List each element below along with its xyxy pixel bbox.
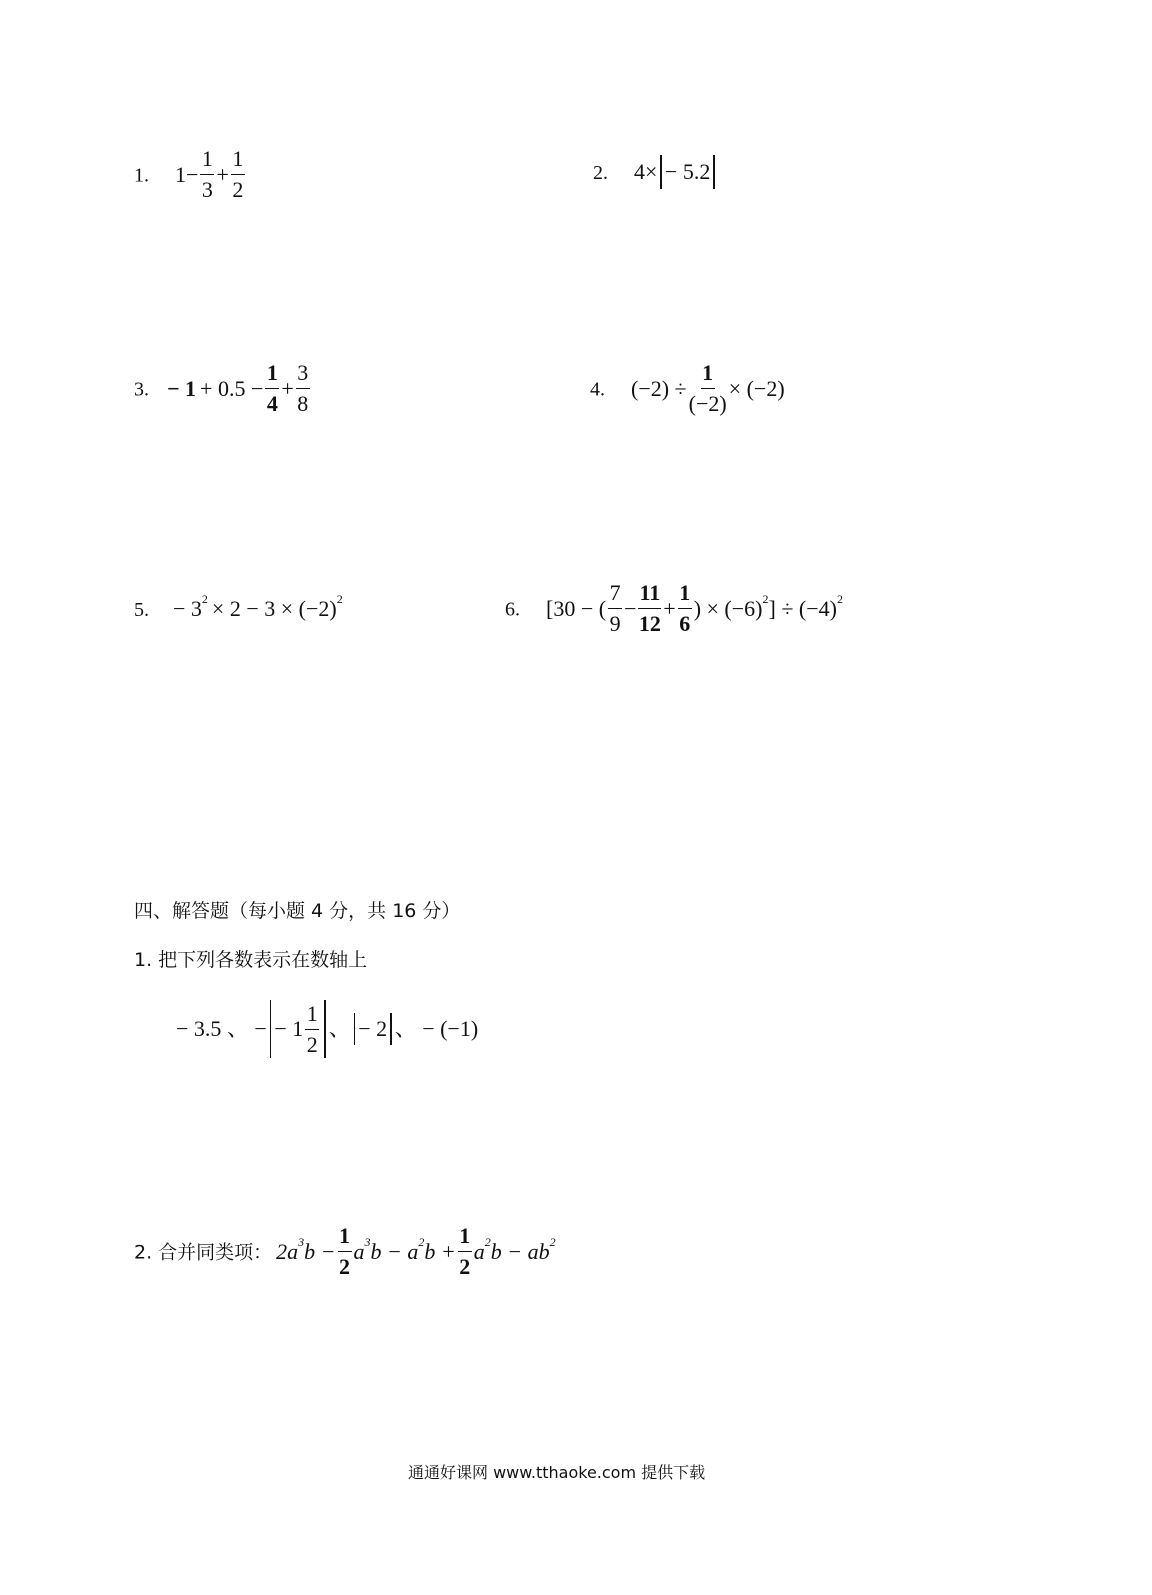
exponent: 2 bbox=[836, 591, 843, 606]
term: − 5.2 bbox=[664, 159, 711, 184]
problem-number: 1. bbox=[134, 164, 149, 187]
problem-6 bbox=[505, 582, 843, 635]
term: b − ab bbox=[490, 1238, 550, 1264]
question-1-expression bbox=[176, 1000, 478, 1058]
operator: − bbox=[624, 595, 637, 621]
expression bbox=[634, 148, 718, 196]
exponent: 2 bbox=[418, 1234, 425, 1249]
abs-bar bbox=[324, 1000, 326, 1058]
operator: + bbox=[216, 161, 229, 187]
expression bbox=[173, 592, 343, 621]
problem-number: 6. bbox=[505, 598, 520, 621]
fraction: $\frac{1}{(-2)}$ bbox=[688, 360, 727, 416]
term: 、 − (−1) bbox=[394, 1016, 479, 1041]
fraction: $\frac{1}{6}$ bbox=[679, 580, 691, 636]
fraction: $\frac{1}{2}$ bbox=[459, 1223, 471, 1279]
expression bbox=[175, 148, 247, 201]
problem-number: 4. bbox=[590, 378, 605, 401]
question-2-label: 2. 合并同类项： bbox=[134, 1241, 273, 1264]
problem-4 bbox=[590, 362, 785, 415]
exponent: 2 bbox=[549, 1234, 556, 1249]
term: b − bbox=[304, 1238, 336, 1264]
problem-number: 3. bbox=[134, 378, 149, 401]
exponent: 3 bbox=[298, 1234, 305, 1249]
fraction: $\frac{1}{2}$ bbox=[232, 146, 244, 202]
problem-number: 2. bbox=[593, 162, 608, 184]
term: (−2) ÷ bbox=[631, 375, 687, 401]
fraction: $\frac{1}{2}$ bbox=[306, 1000, 318, 1057]
fraction: $\frac{7}{9}$ bbox=[609, 580, 621, 636]
expression bbox=[631, 362, 785, 415]
exponent: 2 bbox=[762, 591, 769, 606]
expression bbox=[176, 1000, 478, 1058]
term: b − a bbox=[370, 1238, 419, 1264]
fraction: $\frac{1}{4}$ bbox=[266, 360, 278, 416]
term: − 1 bbox=[167, 375, 197, 401]
term: 4× bbox=[634, 159, 658, 184]
term: − 1 bbox=[274, 1016, 304, 1041]
problem-5 bbox=[134, 592, 343, 622]
question-1-text: 1. 把下列各数表示在数轴上 bbox=[134, 949, 368, 971]
fraction: $\frac{1}{2}$ bbox=[339, 1223, 351, 1279]
section-heading: 四、解答题（每小题 4 分，共 16 分） bbox=[134, 900, 461, 922]
exponent: 3 bbox=[364, 1234, 371, 1249]
exponent: 2 bbox=[201, 592, 208, 606]
term: ) × (−6) bbox=[693, 595, 763, 621]
abs-bar bbox=[390, 1013, 392, 1045]
question-2 bbox=[134, 1225, 556, 1278]
expression bbox=[167, 362, 312, 415]
abs-bar bbox=[660, 155, 662, 189]
term: b + bbox=[424, 1238, 456, 1264]
term: a bbox=[473, 1238, 485, 1264]
problem-2 bbox=[593, 148, 718, 196]
problem-number: 5. bbox=[134, 599, 149, 621]
term: [30 − ( bbox=[546, 595, 607, 621]
term: 1 bbox=[175, 161, 186, 187]
term: a bbox=[353, 1238, 365, 1264]
fraction: $\frac{3}{8}$ bbox=[297, 360, 309, 416]
term: + 0.5 − bbox=[200, 375, 264, 401]
exponent: 2 bbox=[336, 592, 343, 606]
footer-credit: 通通好课网 www.tthaoke.com 提供下载 bbox=[408, 1463, 706, 1482]
term: − 3 bbox=[173, 596, 202, 621]
problem-3 bbox=[134, 362, 312, 415]
term: ] ÷ (−4) bbox=[768, 595, 837, 621]
term: 2a bbox=[276, 1238, 299, 1264]
operator: + bbox=[281, 375, 294, 401]
term: × 2 − 3 × (−2) bbox=[211, 596, 337, 621]
abs-bar bbox=[270, 1000, 272, 1058]
operator: − bbox=[186, 161, 199, 187]
term: − 2 bbox=[358, 1016, 388, 1041]
operator: + bbox=[663, 595, 676, 621]
problem-1 bbox=[134, 148, 247, 201]
fraction: $\frac{11}{12}$ bbox=[638, 580, 661, 636]
fraction: $\frac{1}{3}$ bbox=[201, 146, 213, 202]
expression bbox=[276, 1225, 555, 1278]
term: − 3.5 、 − bbox=[176, 1016, 267, 1041]
abs-bar bbox=[713, 155, 715, 189]
exponent: 2 bbox=[484, 1234, 491, 1249]
abs-bar bbox=[354, 1013, 356, 1045]
term: × (−2) bbox=[728, 375, 785, 401]
expression bbox=[546, 582, 843, 635]
term: 、 bbox=[328, 1016, 351, 1041]
